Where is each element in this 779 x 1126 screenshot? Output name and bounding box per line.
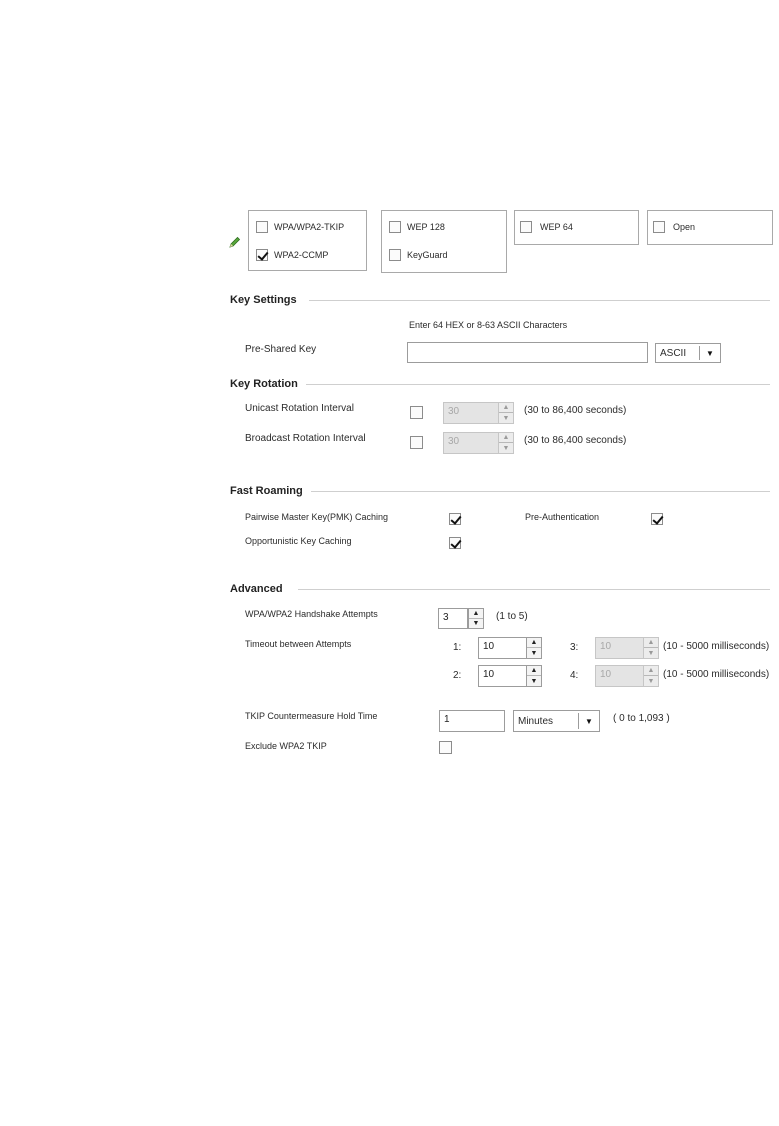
open-checkbox[interactable]: [653, 221, 665, 233]
fast-roaming-title: Fast Roaming: [230, 485, 303, 497]
chevron-down-icon[interactable]: ▼: [699, 346, 720, 360]
wep128-checkbox[interactable]: [389, 221, 401, 233]
psk-format-value: ASCII: [660, 348, 687, 359]
broadcast-rotation-spinner[interactable]: [498, 432, 514, 454]
psk-hint: Enter 64 HEX or 8-63 ASCII Characters: [409, 320, 568, 330]
spin-down-icon[interactable]: ▼: [502, 414, 510, 422]
handshake-attempts-input[interactable]: 3: [438, 608, 468, 629]
key-settings-divider: [309, 300, 770, 301]
handshake-attempts-spinner[interactable]: [468, 608, 484, 629]
timeout-3-spinner[interactable]: [643, 637, 659, 659]
timeout-4-label: 4:: [570, 670, 579, 681]
pmk-caching-checkbox[interactable]: [449, 513, 461, 525]
encryption-group-wep64: [514, 210, 639, 245]
wpa-tkip-checkbox[interactable]: [256, 221, 268, 233]
advanced-title: Advanced: [230, 583, 283, 595]
spin-up-icon[interactable]: ▲: [527, 638, 541, 648]
encryption-group-wpa: [248, 210, 367, 271]
pre-auth-checkbox[interactable]: [651, 513, 663, 525]
wpa2-ccmp-label: WPA2-CCMP: [274, 250, 329, 260]
wep64-checkbox[interactable]: [520, 221, 532, 233]
broadcast-rotation-input[interactable]: 30: [443, 432, 499, 454]
timeout-2-spinner[interactable]: [526, 665, 542, 687]
wpa2-ccmp-checkbox[interactable]: [256, 249, 268, 261]
timeout-2-input[interactable]: 10: [478, 665, 527, 687]
timeout-1-spinner[interactable]: [526, 637, 542, 659]
unicast-rotation-checkbox[interactable]: [410, 406, 423, 419]
fast-roaming-divider: [311, 491, 770, 492]
key-rotation-divider: [306, 384, 770, 385]
okc-checkbox[interactable]: [449, 537, 461, 549]
unicast-rotation-label: Unicast Rotation Interval: [245, 403, 354, 414]
wep128-label: WEP 128: [407, 222, 445, 232]
spin-down-icon[interactable]: ▼: [472, 619, 480, 627]
chevron-down-icon[interactable]: ▼: [578, 713, 599, 729]
spin-up-icon[interactable]: ▲: [499, 403, 513, 413]
handshake-attempts-range: (1 to 5): [496, 611, 528, 622]
advanced-divider: [298, 589, 770, 590]
spin-up-icon[interactable]: ▲: [527, 666, 541, 676]
psk-label: Pre-Shared Key: [245, 344, 317, 355]
key-settings-title: Key Settings: [230, 294, 297, 306]
spin-up-icon[interactable]: ▲: [469, 609, 483, 619]
wep64-label: WEP 64: [540, 222, 573, 232]
exclude-wpa2-tkip-label: Exclude WPA2 TKIP: [245, 741, 327, 751]
broadcast-rotation-range: (30 to 86,400 seconds): [524, 435, 627, 446]
spin-down-icon[interactable]: ▼: [530, 649, 538, 657]
timeout-3-input[interactable]: 10: [595, 637, 644, 659]
psk-format-select[interactable]: [655, 343, 721, 363]
tkip-unit-select[interactable]: [513, 710, 600, 732]
okc-label: Opportunistic Key Caching: [245, 536, 352, 546]
spin-down-icon[interactable]: ▼: [647, 677, 655, 685]
timeout-range-top: (10 - 5000 milliseconds): [663, 641, 770, 652]
timeout-range-bottom: (10 - 5000 milliseconds): [663, 669, 770, 680]
keyguard-checkbox[interactable]: [389, 249, 401, 261]
unicast-rotation-range: (30 to 86,400 seconds): [524, 405, 627, 416]
encryption-group-open: [647, 210, 773, 245]
spin-up-icon[interactable]: ▲: [499, 433, 513, 443]
unicast-rotation-input[interactable]: 30: [443, 402, 499, 424]
timeout-1-input[interactable]: 10: [478, 637, 527, 659]
spin-down-icon[interactable]: ▼: [530, 677, 538, 685]
pencil-icon: [229, 236, 241, 248]
tkip-unit-value: Minutes: [518, 716, 554, 727]
spin-up-icon[interactable]: ▲: [644, 666, 658, 676]
psk-input[interactable]: [407, 342, 648, 363]
timeout-4-spinner[interactable]: [643, 665, 659, 687]
exclude-wpa2-tkip-checkbox[interactable]: [439, 741, 452, 754]
spin-up-icon[interactable]: ▲: [644, 638, 658, 648]
tkip-hold-time-label: TKIP Countermeasure Hold Time: [245, 711, 378, 721]
wpa-tkip-label: WPA/WPA2-TKIP: [274, 222, 345, 232]
broadcast-rotation-label: Broadcast Rotation Interval: [245, 433, 366, 444]
spin-down-icon[interactable]: ▼: [647, 649, 655, 657]
broadcast-rotation-checkbox[interactable]: [410, 436, 423, 449]
spin-down-icon[interactable]: ▼: [502, 444, 510, 452]
pmk-caching-label: Pairwise Master Key(PMK) Caching: [245, 512, 389, 522]
pre-auth-label: Pre-Authentication: [525, 512, 600, 522]
key-rotation-title: Key Rotation: [230, 378, 298, 390]
handshake-attempts-label: WPA/WPA2 Handshake Attempts: [245, 609, 378, 619]
timeout-3-label: 3:: [570, 642, 579, 653]
tkip-hold-time-range: ( 0 to 1,093 ): [613, 713, 670, 724]
encryption-group-wep128: [381, 210, 507, 273]
unicast-rotation-spinner[interactable]: [498, 402, 514, 424]
timeout-attempts-label: Timeout between Attempts: [245, 639, 352, 649]
timeout-4-input[interactable]: 10: [595, 665, 644, 687]
tkip-hold-time-input[interactable]: 1: [439, 710, 505, 732]
keyguard-label: KeyGuard: [407, 250, 448, 260]
timeout-2-label: 2:: [453, 670, 462, 681]
open-label: Open: [673, 222, 696, 232]
timeout-1-label: 1:: [453, 642, 462, 653]
